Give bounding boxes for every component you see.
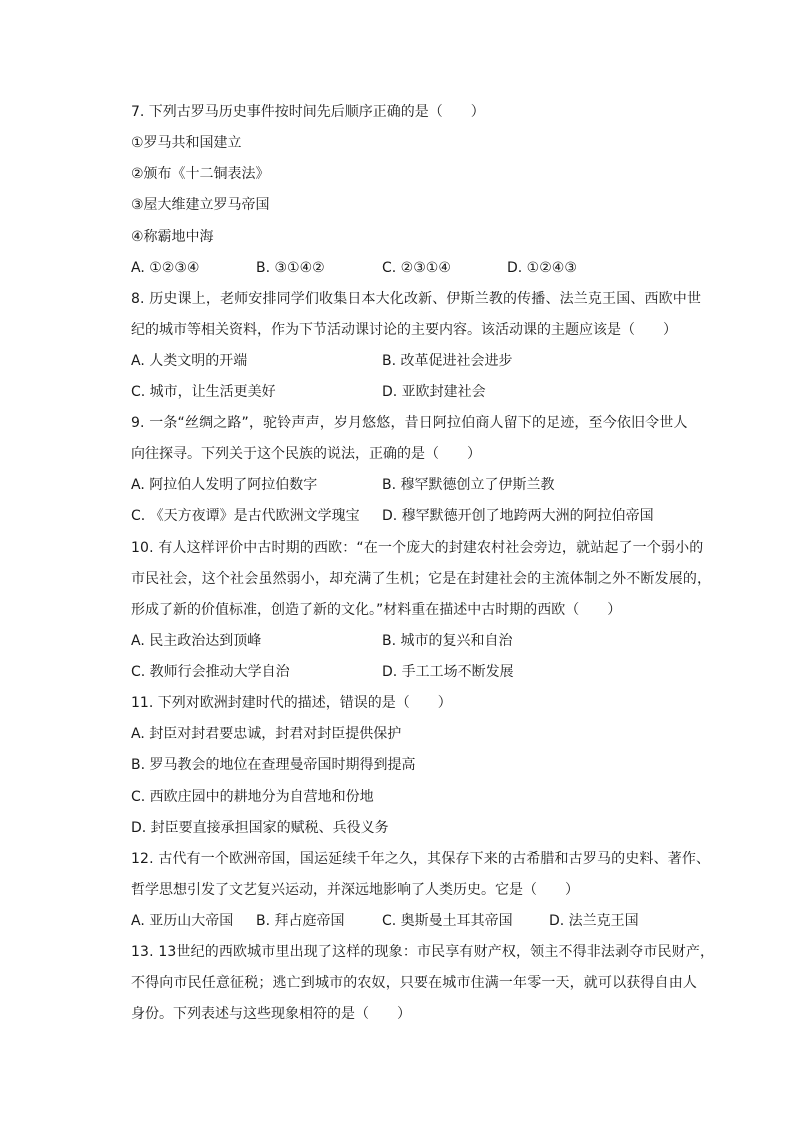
question-8-option-a[interactable]: A. 人类文明的开端 [131, 353, 248, 369]
question-9-option-c[interactable]: C. 《天方夜谭》是古代欧洲文学瑰宝 [131, 508, 360, 524]
question-10-option-b[interactable]: B. 城市的复兴和自治 [382, 633, 513, 649]
question-12-option-b[interactable]: B. 拜占庭帝国 [256, 913, 345, 929]
question-12-option-c[interactable]: C. 奥斯曼土耳其帝国 [382, 913, 513, 929]
question-11-option-c[interactable]: C. 西欧庄园中的耕地分为自营地和份地 [131, 789, 374, 805]
question-10-stem-line-3: 形成了新的价值标准，创造了新的文化。”材料重在描述中古时期的西欧（ ） [131, 602, 622, 618]
question-10-stem-line-2: 市民社会，这个社会虽然弱小，却充满了生机；它是在封建社会的主流体制之外不断发展的， [131, 571, 712, 587]
question-7-option-a[interactable]: A. ①②③④ [131, 260, 200, 276]
question-9-option-a[interactable]: A. 阿拉伯人发明了阿拉伯数字 [131, 477, 318, 493]
question-9-stem-line-1: 9. 一条“丝绸之路”，驼铃声声，岁月悠悠，昔日阿拉伯商人留下的足迹，至今依旧令世人 [131, 415, 688, 431]
question-11-option-d[interactable]: D. 封臣要直接承担国家的赋税、兵役义务 [131, 820, 389, 836]
question-8-option-c[interactable]: C. 城市，让生活更美好 [131, 384, 276, 400]
question-10-option-c[interactable]: C. 教师行会推动大学自治 [131, 664, 290, 680]
question-13-stem-line-1: 13. 13世纪的西欧城市里出现了这样的现象：市民享有财产权，领主不得非法剥夺市民财产， [131, 944, 715, 960]
question-12-stem-line-2: 哲学思想引发了文艺复兴运动，并深远地影响了人类历史。它是（ ） [131, 882, 579, 898]
question-12-option-a[interactable]: A. 亚历山大帝国 [131, 913, 234, 929]
question-7-item-2: ②颁布《十二铜表法》 [131, 166, 270, 182]
question-11-option-a[interactable]: A. 封臣对封君要忠诚，封君对封臣提供保护 [131, 726, 402, 742]
question-13-stem-line-2: 不得向市民任意征税；逃亡到城市的农奴，只要在城市住满一年零一天，就可以获得自由人 [131, 975, 697, 991]
question-7-item-4: ④称霸地中海 [131, 229, 214, 245]
question-9-option-d[interactable]: D. 穆罕默德开创了地跨两大洲的阿拉伯帝国 [382, 508, 654, 524]
question-13-stem-line-3: 身份。下列表述与这些现象相符的是（ ） [131, 1006, 411, 1022]
question-7-option-b[interactable]: B. ③①④② [256, 260, 325, 276]
question-8-option-b[interactable]: B. 改革促进社会进步 [382, 353, 513, 369]
question-12-stem-line-1: 12. 古代有一个欧洲帝国，国运延续千年之久，其保存下来的古希腊和古罗马的史料、著作、 [131, 851, 711, 867]
question-7-item-1: ①罗马共和国建立 [131, 135, 242, 151]
question-10-option-d[interactable]: D. 手工工场不断发展 [382, 664, 514, 680]
question-8-stem-line-2: 纪的城市等相关资料，作为下节活动课讨论的主要内容。该活动课的主题应该是（ ） [131, 322, 677, 338]
question-8-stem-line-1: 8. 历史课上，老师安排同学们收集日本大化改新、伊斯兰教的传播、法兰克王国、西欧中世 [131, 291, 702, 307]
question-7-item-3: ③屋大维建立罗马帝国 [131, 197, 270, 213]
question-11-option-b[interactable]: B. 罗马教会的地位在查理曼帝国时期得到提高 [131, 757, 416, 773]
question-10-stem-line-1: 10. 有人这样评价中古时期的西欧：“在一个庞大的封建农村社会旁边，就站起了一个弱小的 [131, 540, 704, 556]
question-11-stem: 11. 下列对欧洲封建时代的描述，错误的是（ ） [131, 695, 452, 711]
question-9-option-b[interactable]: B. 穆罕默德创立了伊斯兰教 [382, 477, 555, 493]
question-7-stem: 7. 下列古罗马历史事件按时间先后顺序正确的是（ ） [131, 104, 485, 120]
question-10-option-a[interactable]: A. 民主政治达到顶峰 [131, 633, 262, 649]
question-8-option-d[interactable]: D. 亚欧封建社会 [382, 384, 486, 400]
question-12-option-d[interactable]: D. 法兰克王国 [549, 913, 639, 929]
question-7-option-d[interactable]: D. ①②④③ [507, 260, 577, 276]
question-7-option-c[interactable]: C. ②③①④ [382, 260, 451, 276]
question-9-stem-line-2: 向往探寻。下列关于这个民族的说法，正确的是（ ） [131, 446, 481, 462]
